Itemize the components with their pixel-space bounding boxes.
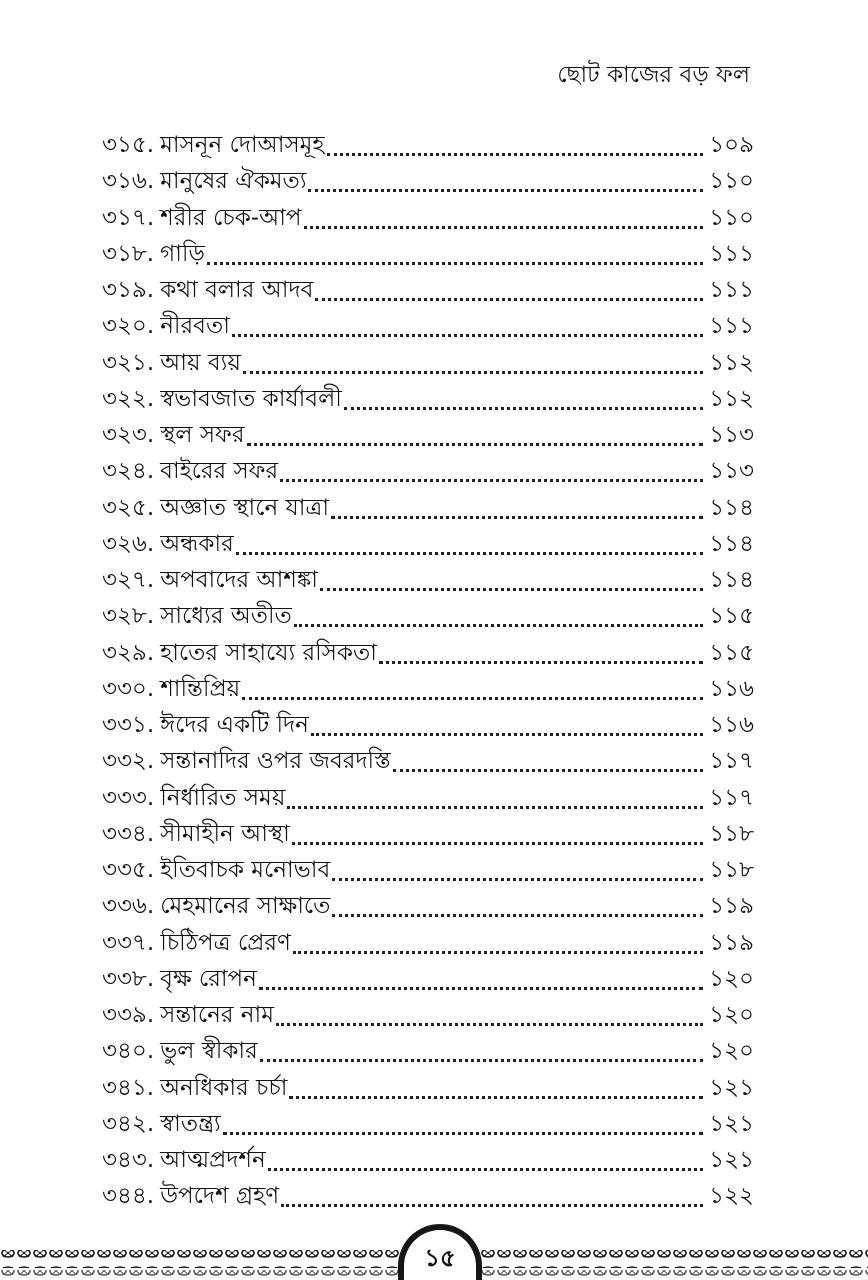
toc-entry-number: ৩১৮. xyxy=(102,240,155,267)
toc-entry-number: ৩৪৪. xyxy=(102,1183,155,1210)
toc-entry-number: ৩২৭. xyxy=(102,567,155,593)
toc-entry-title: ভুল স্বীকার xyxy=(160,1038,258,1065)
dot-leader xyxy=(268,1168,703,1171)
toc-entry-number: ৩২৩. xyxy=(102,422,155,448)
toc-entry-number: ৩২৯. xyxy=(102,639,155,666)
toc-entry-title: অপবাদের আশঙ্কা xyxy=(160,567,318,593)
toc-entry-title: স্থল সফর xyxy=(160,422,245,448)
toc-entry-page: ১১৮ xyxy=(709,820,754,847)
dot-leader xyxy=(327,153,704,156)
toc-entry-page: ১১৭ xyxy=(709,784,754,811)
toc-entry-number: ৩১৫. xyxy=(102,132,155,158)
dot-leader xyxy=(315,298,703,301)
toc-entry-number: ৩১৯. xyxy=(102,277,155,303)
dot-leader xyxy=(259,987,703,990)
toc-entry-page: ১২১ xyxy=(709,1110,754,1137)
dot-leader xyxy=(276,1023,703,1026)
toc-entry-page: ১১২ xyxy=(709,385,754,412)
toc-row xyxy=(102,308,754,344)
toc-row xyxy=(102,345,754,381)
toc-entry-page: ১২২ xyxy=(709,1183,754,1210)
toc-row xyxy=(102,1033,754,1069)
toc-entry-title: হাতের সাহায্যে রসিকতা xyxy=(160,639,377,666)
toc-row xyxy=(102,925,754,961)
dot-leader xyxy=(332,878,703,881)
dot-leader xyxy=(331,516,703,519)
toc-entry-title: নীরবতা xyxy=(160,313,230,340)
toc-entry-title: অন্ধকার xyxy=(160,530,234,557)
toc-entry-page: ১১১ xyxy=(709,240,754,267)
toc-entry-number: ৩৩৪. xyxy=(102,820,155,847)
toc-entry-title: চিঠিপত্র প্রেরণ xyxy=(160,929,291,956)
toc-entry-number: ৩২২. xyxy=(102,385,155,412)
toc-entry-page: ১১৪ xyxy=(709,567,754,593)
dot-leader xyxy=(304,226,704,229)
dot-leader xyxy=(289,1096,703,1099)
toc-entry-number: ৩৪০. xyxy=(102,1038,155,1065)
page-number-badge xyxy=(398,1224,482,1280)
toc-row xyxy=(102,381,754,417)
dot-leader xyxy=(243,371,703,374)
toc-entry-number: ৩২৬. xyxy=(102,530,155,557)
dot-leader xyxy=(232,334,703,337)
table-of-contents xyxy=(102,127,754,1215)
dot-leader xyxy=(308,189,703,192)
toc-entry-page: ১১৯ xyxy=(709,893,754,920)
dot-leader xyxy=(242,697,703,700)
toc-entry-number: ৩৩১. xyxy=(102,712,155,738)
toc-entry-number: ৩২৮. xyxy=(102,603,155,630)
toc-row xyxy=(102,707,754,743)
toc-entry-page: ১১৩ xyxy=(709,458,754,485)
toc-entry-number: ৩৩৫. xyxy=(102,857,155,883)
toc-entry-title: নির্ধারিত সময় xyxy=(160,784,286,811)
toc-entry-number: ৩৩৭. xyxy=(102,929,155,956)
dot-leader xyxy=(236,552,703,555)
toc-entry-page: ১১৬ xyxy=(709,712,754,738)
toc-entry-title: বাইরের সফর xyxy=(160,458,279,485)
toc-entry-title: মানুষের ঐকমত্য xyxy=(160,168,307,195)
toc-entry-page: ১১৪ xyxy=(709,530,754,557)
dot-leader xyxy=(223,1132,703,1135)
toc-row xyxy=(102,526,754,562)
toc-row xyxy=(102,200,754,236)
toc-entry-title: গাড়ি xyxy=(160,240,205,267)
dot-leader xyxy=(294,624,703,627)
dot-leader xyxy=(287,806,703,809)
toc-entry-title: শান্তিপ্রিয় xyxy=(160,675,241,702)
toc-entry-page: ১১৬ xyxy=(709,675,754,702)
toc-row xyxy=(102,1178,754,1214)
toc-row xyxy=(102,780,754,816)
toc-row xyxy=(102,490,754,526)
running-header: ছোট কাজের বড় ফল xyxy=(557,62,750,88)
toc-entry-page: ১০৯ xyxy=(709,132,754,158)
toc-entry-page: ১১১ xyxy=(709,277,754,303)
toc-entry-title: সন্তানের নাম xyxy=(160,1002,274,1028)
toc-entry-page: ১১৫ xyxy=(709,603,754,630)
toc-row xyxy=(102,671,754,707)
toc-entry-title: সীমাহীন আস্থা xyxy=(160,820,290,847)
toc-row xyxy=(102,888,754,924)
toc-entry-number: ৩৩৩. xyxy=(102,784,155,811)
toc-entry-page: ১১৪ xyxy=(709,494,754,521)
toc-entry-number: ৩২০. xyxy=(102,313,155,340)
toc-entry-number: ৩২১. xyxy=(102,349,155,376)
toc-row xyxy=(102,961,754,997)
toc-entry-number: ৩৩২. xyxy=(102,748,155,775)
dot-leader xyxy=(281,1204,703,1207)
toc-entry-title: অনধিকার চর্চা xyxy=(160,1074,288,1101)
toc-entry-number: ৩৪৩. xyxy=(102,1147,155,1173)
toc-entry-page: ১১১ xyxy=(709,313,754,340)
toc-entry-title: স্বাতন্ত্র্য xyxy=(160,1110,221,1137)
toc-entry-number: ৩২৫. xyxy=(102,494,155,521)
toc-entry-number: ৩৩৯. xyxy=(102,1002,155,1028)
toc-entry-title: ইতিবাচক মনোভাব xyxy=(160,857,331,883)
dot-leader xyxy=(332,914,703,917)
toc-entry-title: কথা বলার আদব xyxy=(160,277,314,303)
dot-leader xyxy=(293,951,703,954)
toc-row xyxy=(102,852,754,888)
dot-leader xyxy=(260,1059,703,1062)
toc-entry-page: ১১৭ xyxy=(709,748,754,775)
toc-entry-title: অজ্ঞাত স্থানে যাত্রা xyxy=(160,494,329,521)
toc-row xyxy=(102,272,754,308)
toc-entry-number: ৩৪২. xyxy=(102,1110,155,1137)
toc-row xyxy=(102,562,754,598)
page-number: ১৫ xyxy=(424,1244,456,1272)
toc-entry-title: আয় ব্যয় xyxy=(160,349,241,376)
toc-row xyxy=(102,997,754,1033)
dot-leader xyxy=(379,661,703,664)
toc-entry-title: মেহমানের সাক্ষাতে xyxy=(160,893,331,920)
toc-entry-number: ৩২৪. xyxy=(102,458,155,485)
toc-row xyxy=(102,743,754,779)
toc-entry-page: ১১০ xyxy=(709,168,754,195)
toc-entry-title: ঈদের একটি দিন xyxy=(160,712,309,738)
toc-entry-title: উপদেশ গ্রহণ xyxy=(160,1183,280,1210)
toc-entry-number: ৩১৬. xyxy=(102,168,155,195)
toc-entry-page: ১১২ xyxy=(709,349,754,376)
toc-row xyxy=(102,417,754,453)
toc-entry-title: আত্মপ্রদর্শন xyxy=(160,1147,266,1173)
dot-leader xyxy=(207,262,703,265)
toc-entry-title: স্বভাবজাত কার্যাবলী xyxy=(160,385,342,412)
toc-row xyxy=(102,816,754,852)
toc-entry-number: ৩৩০. xyxy=(102,675,155,702)
toc-entry-title: মাসনূন দোআসমূহ xyxy=(160,132,325,158)
dot-leader xyxy=(292,842,703,845)
dot-leader xyxy=(320,588,703,591)
toc-entry-page: ১১৫ xyxy=(709,639,754,666)
toc-entry-title: সাধ্যের অতীত xyxy=(160,603,292,630)
toc-entry-number: ৩১৭. xyxy=(102,204,155,231)
toc-entry-page: ১২০ xyxy=(709,965,754,992)
toc-entry-page: ১১০ xyxy=(709,204,754,231)
toc-row xyxy=(102,453,754,489)
dot-leader xyxy=(311,733,703,736)
toc-row xyxy=(102,1142,754,1178)
toc-row xyxy=(102,127,754,163)
toc-entry-number: ৩৩৮. xyxy=(102,965,155,992)
toc-row xyxy=(102,163,754,199)
toc-entry-number: ৩৪১. xyxy=(102,1074,155,1101)
toc-entry-title: শরীর চেক-আপ xyxy=(160,204,302,231)
toc-entry-number: ৩৩৬. xyxy=(102,893,155,920)
toc-row xyxy=(102,236,754,272)
toc-row xyxy=(102,1106,754,1142)
toc-row xyxy=(102,635,754,671)
toc-row xyxy=(102,1070,754,1106)
dot-leader xyxy=(247,443,704,446)
toc-entry-title: বৃক্ষ রোপন xyxy=(160,965,257,992)
toc-row xyxy=(102,598,754,634)
toc-entry-page: ১১৯ xyxy=(709,929,754,956)
toc-entry-page: ১১৩ xyxy=(709,422,754,448)
toc-entry-page: ১২১ xyxy=(709,1147,754,1173)
toc-entry-page: ১২০ xyxy=(709,1038,754,1065)
toc-entry-page: ১১৮ xyxy=(709,857,754,883)
toc-entry-title: সন্তানাদির ওপর জবরদস্তি xyxy=(160,748,391,775)
toc-entry-page: ১২০ xyxy=(709,1002,754,1028)
dot-leader xyxy=(344,407,703,410)
toc-entry-page: ১২১ xyxy=(709,1074,754,1101)
dot-leader xyxy=(393,769,704,772)
dot-leader xyxy=(280,479,703,482)
